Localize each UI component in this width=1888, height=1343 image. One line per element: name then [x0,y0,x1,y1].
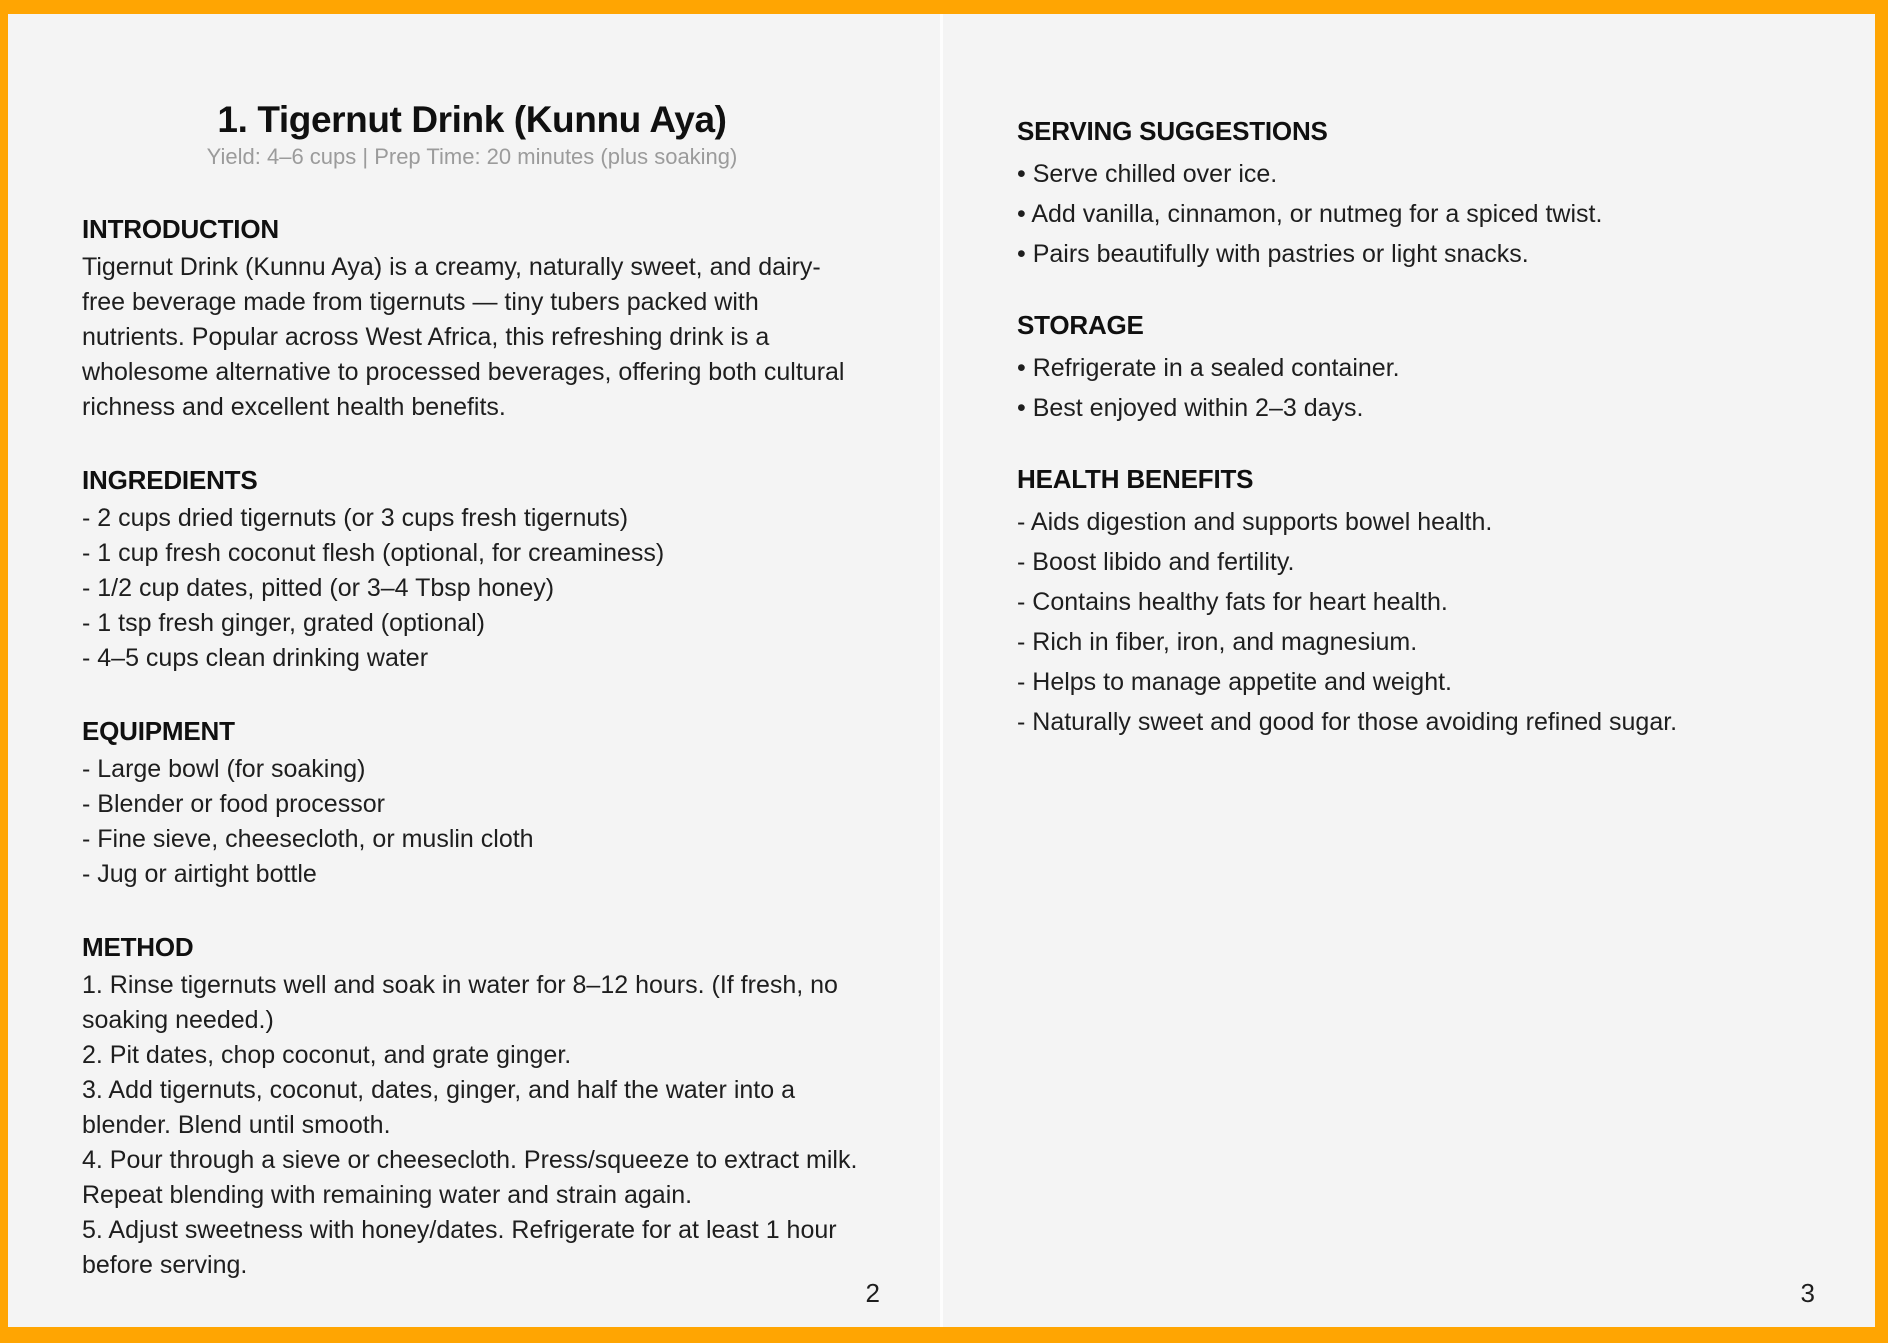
equipment-item: - Fine sieve, cheesecloth, or muslin cloth [82,825,534,853]
page-left [8,14,940,1327]
health-item: - Rich in fiber, iron, and magnesium. [1017,628,1418,656]
storage-item: • Refrigerate in a sealed container. [1017,354,1400,382]
equipment-item: - Blender or food processor [82,790,385,818]
serving-item: • Pairs beautifully with pastries or light snacks. [1017,240,1529,268]
health-item: - Naturally sweet and good for those avoiding refined sugar. [1017,708,1678,736]
page-number-right: 3 [1800,1278,1815,1308]
ingredient-item: - 1/2 cup dates, pitted (or 3–4 Tbsp honey) [82,574,555,602]
serving-item: • Serve chilled over ice. [1017,160,1278,188]
recipe-title: 1. Tigernut Drink (Kunnu Aya) [217,99,727,140]
section-ingredients-heading: INGREDIENTS [82,465,258,495]
health-item: - Boost libido and fertility. [1017,548,1295,576]
equipment-item: - Jug or airtight bottle [82,860,317,888]
health-item: - Contains healthy fats for heart health. [1017,588,1448,616]
page-number-left: 2 [865,1278,880,1308]
section-health-heading: HEALTH BENEFITS [1017,464,1254,494]
recipe-meta: Yield: 4–6 cups | Prep Time: 20 minutes (plus soaking) [206,144,738,169]
introduction-text: Tigernut Drink (Kunnu Aya) is a creamy, naturally sweet, and dairy-free beverage made from tigernuts — tiny tubers packed with nutrients. Popular across West Africa, this refreshing drink is a wholesome alternative to processed beverages, offering both cultural richness and excellent health benefits. [82,253,845,421]
method-step: 4. Pour through a sieve or cheesecloth. Press/squeeze to extract milk. Repeat blending with remaining water and strain again. [82,1146,858,1209]
ingredient-item: - 1 tsp fresh ginger, grated (optional) [82,609,486,637]
equipment-item: - Large bowl (for soaking) [82,755,366,783]
ingredient-item: - 4–5 cups clean drinking water [82,644,429,672]
section-storage-heading: STORAGE [1017,310,1144,340]
page-right [943,14,1875,1327]
page-divider [8,14,1875,1327]
section-introduction-heading: INTRODUCTION [82,214,279,244]
method-step: 5. Adjust sweetness with honey/dates. Refrigerate for at least 1 hour before serving. [82,1216,837,1279]
ingredient-item: - 1 cup fresh coconut flesh (optional, for creaminess) [82,539,665,567]
method-step: 2. Pit dates, chop coconut, and grate ginger. [82,1041,572,1069]
section-serving-heading: SERVING SUGGESTIONS [1017,116,1328,146]
method-step: 3. Add tigernuts, coconut, dates, ginger, and half the water into a blender. Blend until smooth. [82,1076,795,1139]
section-equipment-heading: EQUIPMENT [82,716,235,746]
storage-item: • Best enjoyed within 2–3 days. [1017,394,1364,422]
ingredient-item: - 2 cups dried tigernuts (or 3 cups fresh tigernuts) [82,504,629,532]
health-item: - Helps to manage appetite and weight. [1017,668,1452,696]
serving-item: • Add vanilla, cinnamon, or nutmeg for a spiced twist. [1017,200,1603,228]
section-method-heading: METHOD [82,932,194,962]
method-step: 1. Rinse tigernuts well and soak in water for 8–12 hours. (If fresh, no soaking needed.) [82,971,838,1034]
health-item: - Aids digestion and supports bowel health. [1017,508,1493,536]
